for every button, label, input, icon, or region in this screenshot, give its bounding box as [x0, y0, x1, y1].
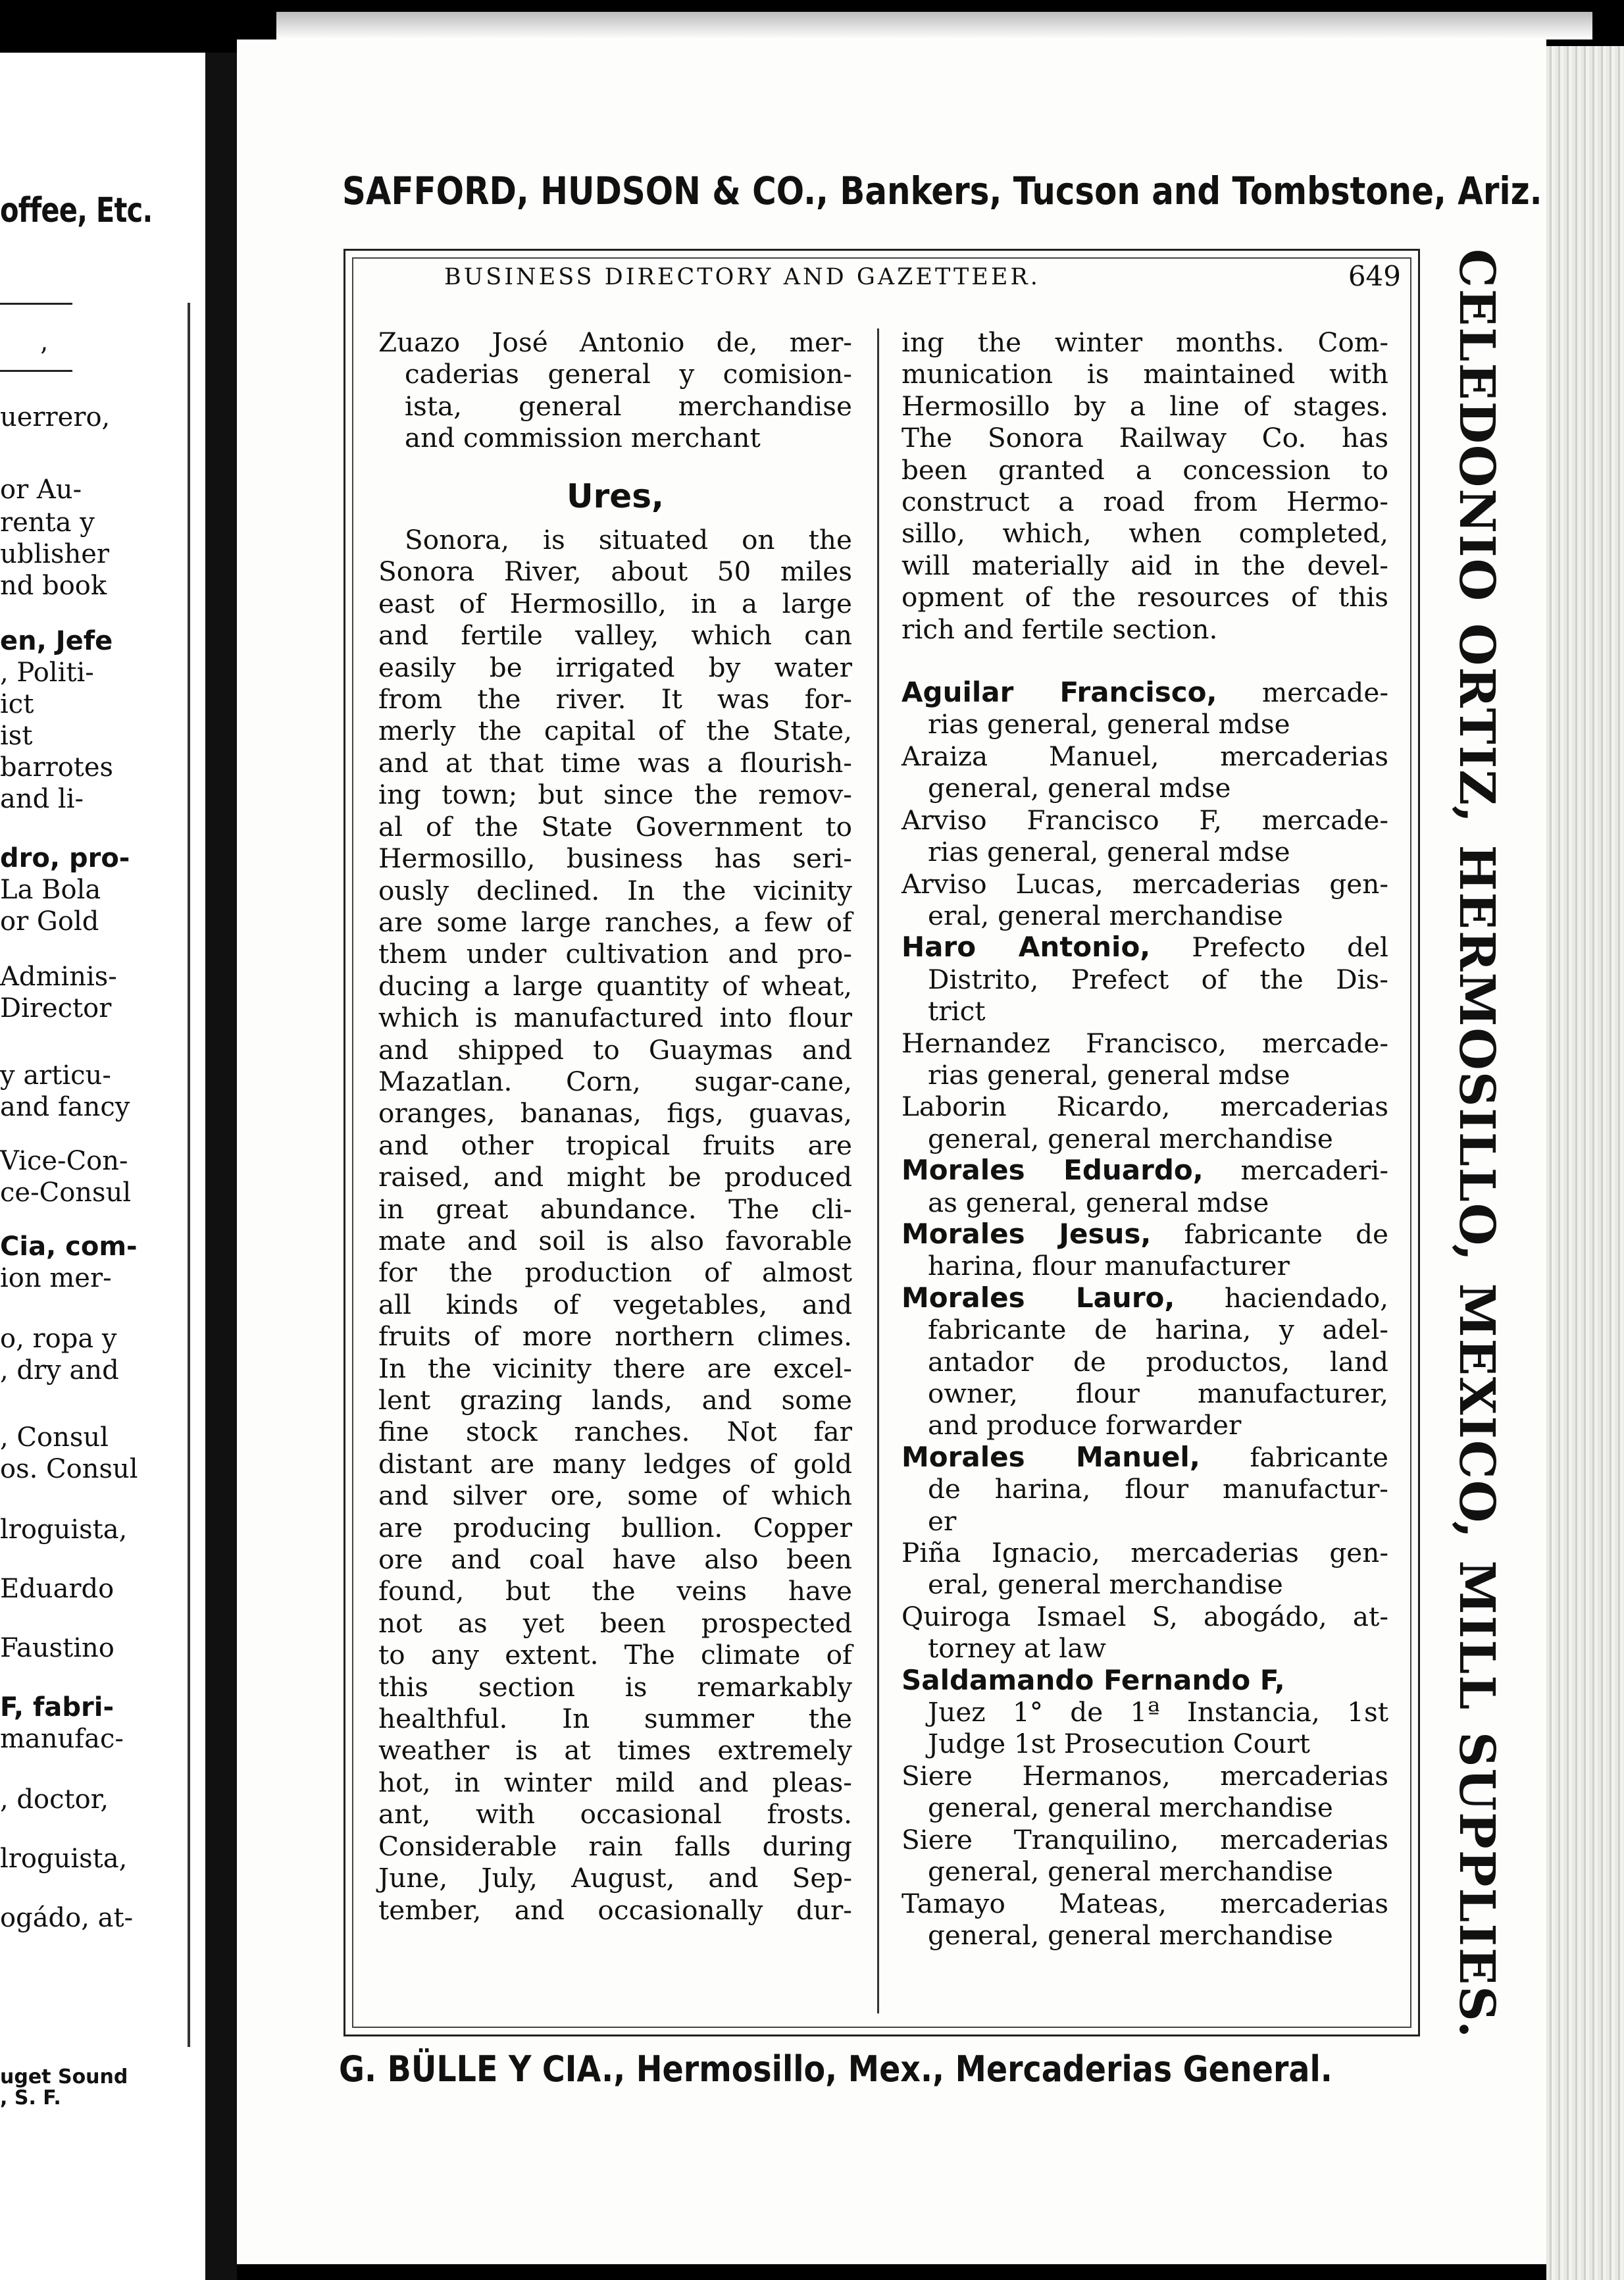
entry-first-line: [901, 677, 1388, 708]
entry-first-line: [901, 1537, 1388, 1568]
paragraph-line: The Sonora Railway Co. has: [901, 422, 1388, 454]
directory-entry: [901, 740, 1388, 804]
paragraph-line: sillo, which, when completed,: [901, 517, 1388, 550]
paragraph-line: merly the capital of the State,: [378, 715, 852, 747]
directory-entry: [901, 1824, 1388, 1888]
entry-name: Tamayo Mateas,: [901, 1887, 1167, 1919]
paragraph-line: to any extent. The climate of: [378, 1639, 852, 1671]
side-advertisement: [1444, 249, 1517, 2039]
paragraph-line: ore and coal have also been: [378, 1543, 852, 1576]
paragraph-line: and fertile valley, which can: [378, 619, 852, 652]
entry-line: general, general merchandise: [928, 1122, 1333, 1154]
entry-line: er: [928, 1505, 957, 1537]
paragraph-line: from the river. It was for-: [378, 683, 852, 715]
previous-footer-line: , S. F.: [0, 2086, 61, 2110]
paragraph-line: are some large ranches, a few of: [378, 906, 852, 938]
directory-entry: [901, 1091, 1388, 1154]
previous-page-line: barrotes: [0, 752, 114, 783]
paragraph-line: mate and soil is also favorable: [378, 1224, 852, 1257]
directory-entry: [901, 1601, 1388, 1665]
column-rule: [877, 328, 879, 2013]
previous-page-line: La Bola: [0, 875, 101, 905]
entry-first-line: [901, 1091, 1388, 1122]
directory-entry: [901, 804, 1388, 868]
paragraph-line: are producing bullion. Copper: [378, 1511, 852, 1543]
entry-line: torney at law: [928, 1632, 1106, 1665]
paragraph-line: lent grazing lands, and some: [378, 1384, 852, 1416]
paragraph-line: and shipped to Guaymas and: [378, 1033, 852, 1066]
entry-first-line: [901, 1665, 1388, 1696]
entry-name: Saldamando Fernando F,: [901, 1663, 1285, 1696]
entry-name: Morales Jesus,: [901, 1217, 1152, 1250]
directory-entry: [901, 677, 1388, 740]
paragraph-line: and silver ore, some of which: [378, 1480, 852, 1512]
paragraph-line: Mazatlan. Corn, sugar-cane,: [378, 1065, 852, 1097]
paragraph-line: al of the State Government to: [378, 810, 852, 842]
paragraph-line: Considerable rain falls during: [378, 1830, 852, 1862]
previous-page-line: uerrero,: [0, 402, 111, 432]
previous-page-line: ion mer-: [0, 1263, 112, 1293]
ures-description-continued: [901, 326, 1388, 645]
previous-page-line: Director: [0, 993, 112, 1023]
previous-page-line: F, fabri-: [0, 1692, 114, 1723]
paragraph-line: all kinds of vegetables, and: [378, 1288, 852, 1320]
previous-page-line: or Gold: [0, 906, 99, 937]
paragraph-line: found, but the veins have: [378, 1575, 852, 1607]
entry-first-line: [901, 804, 1388, 836]
entry-name: Quiroga Ismael S,: [901, 1600, 1178, 1632]
paragraph-line: In the vicinity there are excel-: [378, 1352, 852, 1384]
directory-entry: [901, 1760, 1388, 1824]
page-top-edge: [276, 12, 1592, 39]
entry-name: Arviso Francisco F,: [901, 804, 1223, 836]
paragraph-line: fine stock ranches. Not far: [378, 1416, 852, 1448]
previous-page-line: and fancy: [0, 1092, 130, 1122]
entry-name: Haro Antonio,: [901, 931, 1151, 964]
entry-description: fabricante de: [1184, 1218, 1388, 1250]
entry-line: Judge 1st Prosecution Court: [928, 1728, 1310, 1760]
paragraph-line: ously declined. In the vicinity: [378, 874, 852, 906]
entry-name: Arviso Lucas,: [901, 868, 1104, 900]
previous-page-line: ublisher: [0, 539, 110, 569]
entry-name: Siere Tranquilino,: [901, 1823, 1179, 1855]
previous-page-line: manufac-: [0, 1724, 124, 1754]
running-head: BUSINESS DIRECTORY AND GAZETTEER.: [444, 264, 1040, 290]
entry-description: mercaderias: [1220, 740, 1388, 772]
bottom-advertisement: G. BÜLLE Y CIA., Hermosillo, Mex., Mercaderias General.: [339, 2048, 1332, 2090]
paragraph-line: construct a road from Hermo-: [901, 486, 1388, 518]
entry-name: Morales Lauro,: [901, 1281, 1175, 1314]
paragraph-line: them under cultivation and pro-: [378, 938, 852, 970]
paragraph-line: not as yet been prospected: [378, 1607, 852, 1639]
previous-page-fragment: [0, 53, 205, 2280]
entry-line: general, general merchandise: [928, 1919, 1333, 1951]
previous-page-line: and li-: [0, 784, 84, 814]
entry-name: Aguilar Francisco,: [901, 676, 1217, 709]
section-heading: Ures,: [567, 477, 664, 515]
directory-entry: [901, 1218, 1388, 1282]
paragraph-line: easily be irrigated by water: [378, 651, 852, 683]
previous-page-line: ’: [39, 343, 48, 373]
paragraph-line: tember, and occasionally dur-: [378, 1894, 852, 1926]
previous-page-line: Adminis-: [0, 962, 117, 992]
side-advertisement-text: CELEDONIO ORTIZ, HERMOSILLO, MEXICO, MILL SUPPLIES.: [1448, 249, 1505, 2039]
entry-first-line: [901, 1601, 1388, 1632]
previous-page-line: os. Consul: [0, 1454, 138, 1484]
divider: [0, 303, 72, 305]
entry-line: as general, general mdse: [928, 1186, 1269, 1218]
directory-page: [237, 39, 1546, 2264]
previous-page-line: o, ropa y: [0, 1324, 117, 1354]
previous-page-line: dro, pro-: [0, 843, 130, 873]
paragraph-line: east of Hermosillo, in a large: [378, 587, 852, 619]
directory-entry: [901, 1888, 1388, 1952]
paragraph-line: this section is remarkably: [378, 1671, 852, 1703]
book-gutter: [205, 53, 237, 2280]
entry-line: general, general merchandise: [928, 1855, 1333, 1888]
entry-first-line: [901, 1888, 1388, 1919]
previous-page-line: ce-Consul: [0, 1178, 132, 1208]
paragraph-line: Sonora, is situated on the: [405, 524, 852, 556]
entry-first-line: [901, 1218, 1388, 1250]
entry-first-line: [901, 1824, 1388, 1855]
ures-description: [378, 524, 852, 1926]
entry-description: mercaderias gen-: [1130, 1537, 1389, 1569]
paragraph-line: in great abundance. The cli-: [378, 1193, 852, 1225]
entry-line: ista, general merchandise: [405, 390, 852, 422]
entry-description: mercade-: [1261, 677, 1388, 709]
entry-description: mercaderias: [1220, 1823, 1388, 1855]
page-number: 649: [1348, 260, 1401, 292]
entry-line: general, general merchandise: [928, 1792, 1333, 1824]
paragraph-line: oranges, bananas, figs, guavas,: [378, 1097, 852, 1129]
previous-footer-line: uget Sound: [0, 2065, 128, 2088]
previous-page-line: y articu-: [0, 1060, 111, 1091]
entry-line: and produce forwarder: [928, 1409, 1242, 1441]
entry-first-line: [901, 931, 1388, 963]
entry-description: haciendado,: [1224, 1282, 1388, 1314]
entry-line: rias general, general mdse: [928, 836, 1290, 868]
entry-name: Morales Eduardo,: [901, 1154, 1204, 1187]
paragraph-line: munication is maintained with: [901, 358, 1388, 390]
previous-page-line: Eduardo: [0, 1574, 114, 1604]
paragraph-line: which is manufactured into flour: [378, 1002, 852, 1034]
previous-page-line: Vice-Con-: [0, 1146, 128, 1176]
divider: [0, 370, 72, 372]
page-frame: [343, 249, 1420, 2036]
entry-first-line: [901, 740, 1388, 772]
paragraph-line: ing town; but since the remov-: [378, 779, 852, 811]
previous-page-line: , doctor,: [0, 1784, 109, 1815]
paragraph-line: will materially aid in the devel-: [901, 549, 1388, 581]
previous-page-line: lroguista,: [0, 1844, 128, 1874]
paragraph-line: Hermosillo by a line of stages.: [901, 390, 1388, 422]
paragraph-line: distant are many ledges of gold: [378, 1447, 852, 1480]
paragraph-line: Sonora River, about 50 miles: [378, 556, 852, 588]
entry-line: caderias general y comision-: [405, 358, 852, 390]
directory-entry: [901, 1154, 1388, 1218]
previous-page-line: , Politi-: [0, 658, 94, 688]
previous-page-line: Cia, com-: [0, 1231, 138, 1262]
column-rule: [188, 303, 190, 2047]
directory-entry: [901, 1665, 1388, 1760]
entry-description: mercaderias: [1220, 1091, 1389, 1123]
paragraph-line: Hermosillo, business has seri-: [378, 842, 852, 875]
right-column: [901, 326, 1388, 1951]
entry-description: abogádo, at-: [1204, 1600, 1389, 1632]
entry-first-line: [901, 1760, 1388, 1792]
previous-page-line: nd book: [0, 571, 107, 601]
entry-name: Hernandez Francisco,: [901, 1027, 1227, 1059]
previous-page-line: renta y: [0, 507, 95, 538]
entry-line: and commission merchant: [405, 422, 761, 454]
paragraph-line: been granted a concession to: [901, 453, 1388, 486]
paragraph-line: fruits of more northern climes.: [378, 1320, 852, 1353]
paragraph-line: June, July, August, and Sep-: [378, 1862, 852, 1894]
entry-description: fabricante: [1250, 1441, 1389, 1473]
entry-line: Juez 1° de 1ª Instancia, 1st: [928, 1696, 1388, 1728]
entry-name: Laborin Ricardo,: [901, 1091, 1171, 1123]
entry-name: Araiza Manuel,: [901, 740, 1159, 772]
paragraph-line: rich and fertile section.: [901, 613, 1218, 645]
entry-description: mercaderias: [1220, 1887, 1388, 1919]
previous-page-line: lroguista,: [0, 1515, 128, 1545]
directory-entry: [901, 1441, 1388, 1537]
previous-page-line: Faustino: [0, 1633, 114, 1663]
paragraph-line: weather is at times extremely: [378, 1734, 852, 1767]
paragraph-line: hot, in winter mild and pleas-: [378, 1766, 852, 1798]
paragraph-line: raised, and might be produced: [378, 1161, 852, 1193]
entry-zuazo: [378, 326, 852, 454]
paragraph-line: for the production of almost: [378, 1257, 852, 1289]
entry-line: eral, general merchandise: [928, 899, 1283, 931]
entry-first-line: [901, 1027, 1388, 1059]
previous-page-line: , Consul: [0, 1422, 109, 1453]
entry-line: harina, flour manufacturer: [928, 1250, 1290, 1282]
entry-description: mercaderias gen-: [1132, 868, 1389, 900]
directory-entry: [901, 868, 1388, 932]
previous-page-line: en, Jefe: [0, 626, 113, 656]
paragraph-line: ing the winter months. Com-: [901, 326, 1388, 358]
directory-entry: [901, 1027, 1388, 1091]
entry-description: mercaderi-: [1240, 1154, 1388, 1187]
directory-entry: [901, 1282, 1388, 1441]
entry-line: antador de productos, land: [928, 1345, 1388, 1378]
entry-description: mercaderias: [1220, 1759, 1388, 1792]
entry-name: Piña Ignacio,: [901, 1537, 1100, 1569]
entry-description: mercade-: [1261, 1027, 1388, 1059]
paragraph-line: ant, with occasional frosts.: [378, 1798, 852, 1830]
previous-page-line: ogádo, at-: [0, 1903, 134, 1933]
top-advertisement: SAFFORD, HUDSON & CO., Bankers, Tucson and Tombstone, Ariz.: [342, 168, 1542, 213]
entry-description: Prefecto del: [1192, 931, 1389, 964]
page-stack-edge: [1546, 46, 1624, 2280]
left-column: [378, 326, 852, 1926]
entry-line: rias general, general mdse: [928, 708, 1290, 740]
entry-line: owner, flour manufacturer,: [928, 1378, 1388, 1409]
previous-page-line: , dry and: [0, 1355, 119, 1386]
entry-line: Distrito, Prefect of the Dis-: [928, 963, 1388, 995]
entry-first-line: [901, 1282, 1388, 1314]
entry-line: rias general, general mdse: [928, 1058, 1290, 1091]
previous-page-header: offee, Etc.: [0, 191, 153, 230]
entry-description: mercade-: [1261, 804, 1389, 836]
paragraph-line: ducing a large quantity of wheat,: [378, 970, 852, 1002]
directory-entry: [901, 931, 1388, 1027]
previous-page-line: ict: [0, 689, 34, 719]
entry-first-line: [901, 868, 1388, 900]
entry-line: fabricante de harina, y adel-: [928, 1314, 1388, 1346]
paragraph-line: and other tropical fruits are: [378, 1129, 852, 1161]
directory-entries: [901, 677, 1388, 1951]
paragraph-line: and at that time was a flourish-: [378, 746, 852, 779]
previous-page-line: ist: [0, 721, 33, 751]
directory-entry: [901, 1537, 1388, 1601]
entry-line: general, general mdse: [928, 772, 1231, 804]
entry-line: trict: [928, 995, 986, 1027]
entry-line: eral, general merchandise: [928, 1568, 1283, 1601]
previous-page-line: or Au-: [0, 475, 82, 505]
entry-first-line: [901, 1441, 1388, 1473]
paragraph-line: opment of the resources of this: [901, 581, 1388, 613]
entry-name: Morales Manuel,: [901, 1440, 1200, 1473]
entry-line: Zuazo José Antonio de, mer-: [378, 326, 852, 358]
paragraph-line: healthful. In summer the: [378, 1703, 852, 1735]
previous-page-footer: [0, 2067, 128, 2109]
entry-name: Siere Hermanos,: [901, 1759, 1171, 1792]
entry-line: de harina, flour manufactur-: [928, 1473, 1388, 1505]
entry-first-line: [901, 1154, 1388, 1186]
